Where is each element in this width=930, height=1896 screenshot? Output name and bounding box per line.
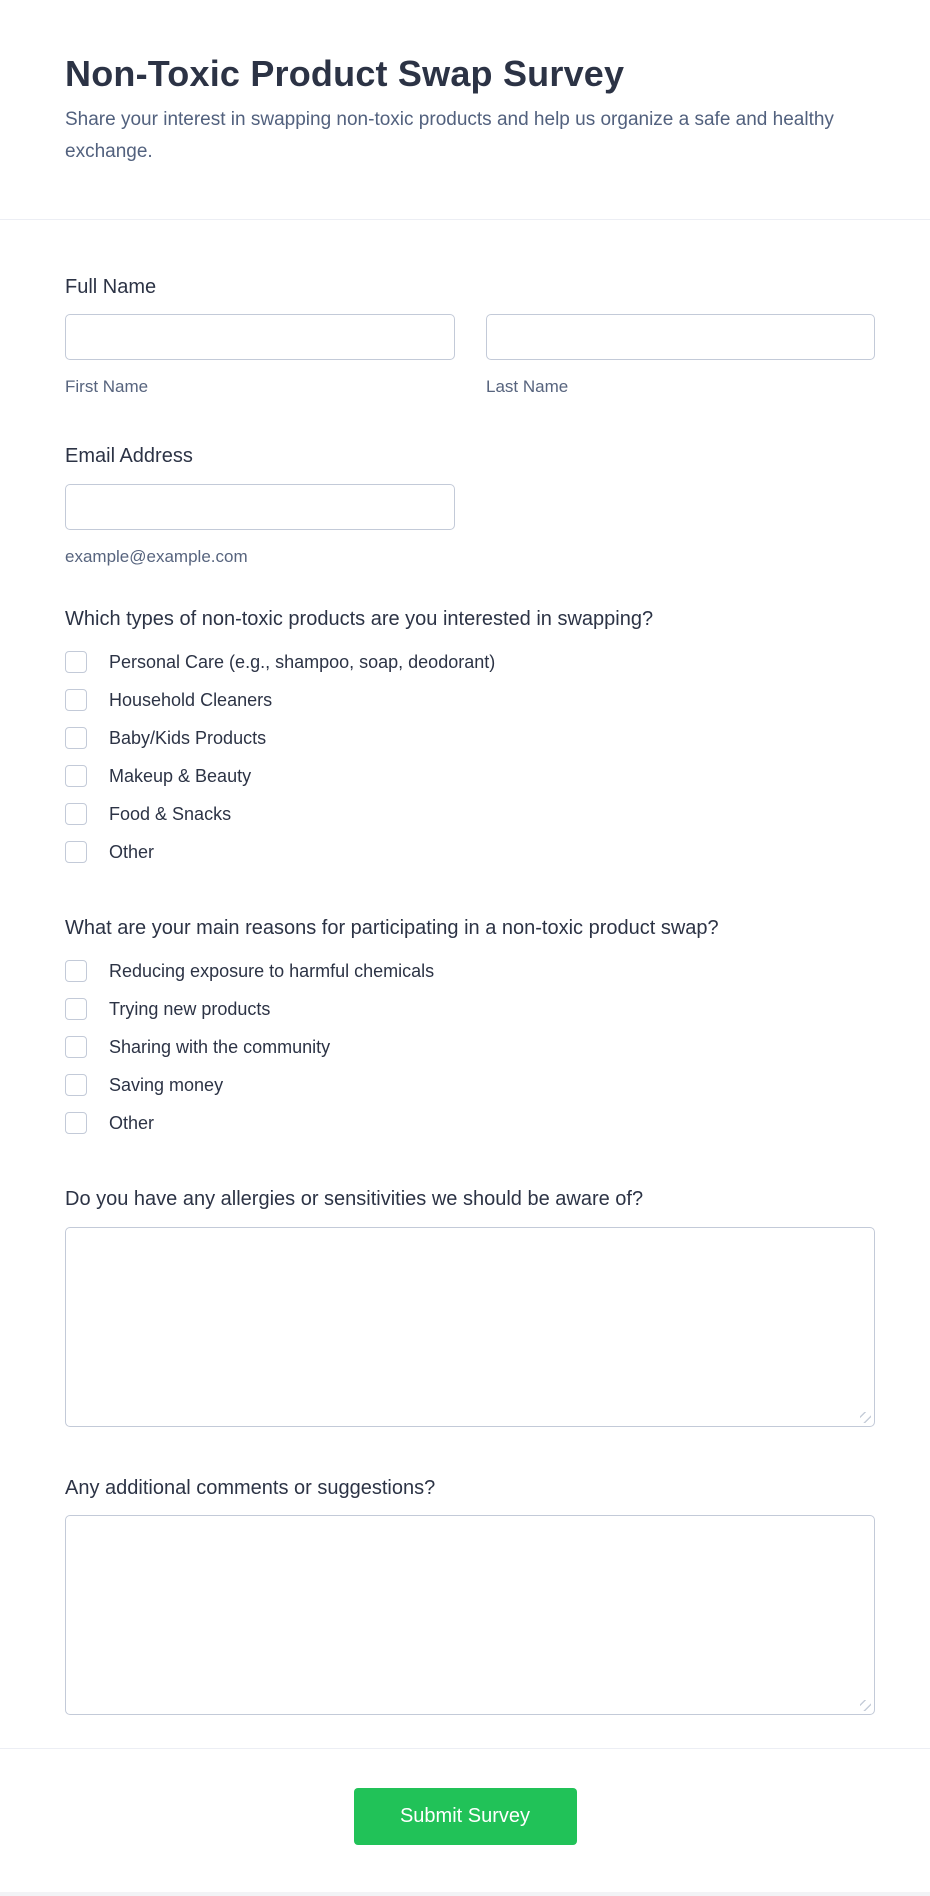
form-title: Non-Toxic Product Swap Survey	[65, 53, 625, 94]
field-allergies	[65, 1186, 875, 1427]
option-label[interactable]: Food & Snacks	[109, 804, 232, 824]
email-input[interactable]	[65, 484, 455, 530]
option-label[interactable]: Reducing exposure to harmful chemicals	[109, 961, 435, 981]
field-comments	[65, 1475, 875, 1715]
checkbox-reducing-exposure[interactable]	[65, 960, 87, 982]
product-types-options	[65, 651, 875, 863]
option-label[interactable]: Household Cleaners	[109, 690, 273, 710]
first-name-sublabel: First Name	[65, 377, 149, 396]
checkbox-option-makeup-beauty[interactable]	[65, 765, 875, 787]
comments-textarea[interactable]	[65, 1515, 875, 1715]
email-sublabel: example@example.com	[65, 547, 248, 566]
checkbox-option-reasons-other[interactable]	[65, 1112, 875, 1134]
checkbox-makeup-beauty[interactable]	[65, 765, 87, 787]
checkbox-trying-new[interactable]	[65, 998, 87, 1020]
checkbox-option-sharing-community[interactable]	[65, 1036, 875, 1058]
checkbox-baby-kids[interactable]	[65, 727, 87, 749]
form-subtitle: Share your interest in swapping non-toxic products and help us organize a safe and healthy exchange.	[65, 109, 834, 162]
email-label: Email Address	[65, 445, 193, 467]
checkbox-reasons-other[interactable]	[65, 1112, 87, 1134]
option-label[interactable]: Trying new products	[109, 999, 271, 1019]
field-full-name	[65, 274, 875, 398]
checkbox-option-personal-care[interactable]	[65, 651, 875, 673]
last-name-sublabel: Last Name	[486, 377, 569, 396]
option-label[interactable]: Personal Care (e.g., shampoo, soap, deodorant)	[109, 652, 496, 672]
field-reasons	[65, 915, 875, 1134]
option-label[interactable]: Sharing with the community	[109, 1037, 331, 1057]
checkbox-option-food-snacks[interactable]	[65, 803, 875, 825]
form-body	[0, 274, 930, 1715]
resize-grip-icon[interactable]	[860, 1412, 871, 1423]
checkbox-option-baby-kids[interactable]	[65, 727, 875, 749]
allergies-textarea-wrap	[65, 1227, 875, 1427]
resize-grip-icon[interactable]	[860, 1700, 871, 1711]
comments-question: Any additional comments or suggestions?	[65, 1477, 436, 1499]
first-name-input[interactable]	[65, 314, 455, 360]
field-email	[65, 443, 875, 568]
option-label[interactable]: Other	[109, 842, 155, 862]
full-name-inputs-row	[65, 314, 875, 398]
checkbox-option-products-other[interactable]	[65, 841, 875, 863]
first-name-column	[65, 314, 455, 398]
comments-textarea-wrap	[65, 1515, 875, 1715]
checkbox-food-snacks[interactable]	[65, 803, 87, 825]
last-name-input[interactable]	[486, 314, 875, 360]
page-bottom-edge	[0, 1892, 930, 1896]
checkbox-products-other[interactable]	[65, 841, 87, 863]
option-label[interactable]: Makeup & Beauty	[109, 766, 252, 786]
checkbox-option-reducing-exposure[interactable]	[65, 960, 875, 982]
checkbox-personal-care[interactable]	[65, 651, 87, 673]
option-label[interactable]: Baby/Kids Products	[109, 728, 267, 748]
reasons-options	[65, 960, 875, 1134]
submit-button[interactable]: Submit Survey	[354, 1788, 577, 1845]
option-label[interactable]: Saving money	[109, 1075, 224, 1095]
checkbox-option-trying-new[interactable]	[65, 998, 875, 1020]
footer-divider	[0, 1748, 930, 1749]
full-name-label: Full Name	[65, 276, 157, 298]
allergies-question: Do you have any allergies or sensitivities we should be aware of?	[65, 1188, 644, 1210]
field-product-types	[65, 606, 875, 863]
product-types-question: Which types of non-toxic products are you interested in swapping?	[65, 608, 654, 630]
checkbox-sharing-community[interactable]	[65, 1036, 87, 1058]
reasons-question: What are your main reasons for participating in a non-toxic product swap?	[65, 917, 719, 939]
checkbox-household-cleaners[interactable]	[65, 689, 87, 711]
submit-row	[0, 1788, 930, 1845]
checkbox-saving-money[interactable]	[65, 1074, 87, 1096]
allergies-textarea[interactable]	[65, 1227, 875, 1427]
option-label[interactable]: Other	[109, 1113, 155, 1133]
last-name-column	[486, 314, 875, 398]
form-header	[0, 0, 930, 220]
checkbox-option-saving-money[interactable]	[65, 1074, 875, 1096]
checkbox-option-household-cleaners[interactable]	[65, 689, 875, 711]
